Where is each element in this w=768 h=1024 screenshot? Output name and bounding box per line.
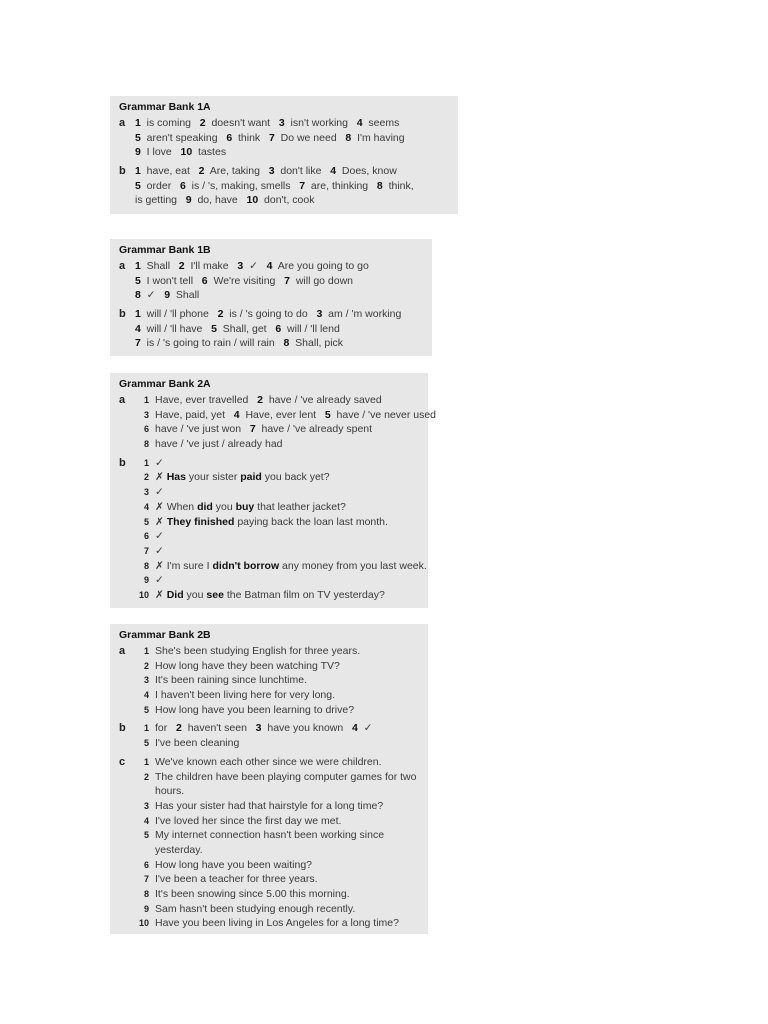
- section-title: Grammar Bank 1B: [119, 244, 211, 256]
- exercise-letter: [119, 544, 135, 559]
- answer-number: [135, 843, 149, 858]
- exercise-letter: [119, 559, 135, 574]
- exercise-letter: [119, 274, 135, 289]
- answer-text: Have, paid, yet 4 Have, ever lent 5 have / 've never used: [155, 408, 437, 421]
- answer-text: I've been a teacher for three years.: [155, 873, 318, 886]
- exercise-letter: [119, 770, 135, 785]
- answer-text: It's been raining since lunchtime.: [155, 674, 308, 687]
- exercise-letter: b: [119, 722, 126, 735]
- answer-number: 9: [143, 575, 149, 586]
- exercise-letter: [119, 422, 135, 437]
- answer-row: [119, 515, 420, 530]
- answer-row: [119, 437, 420, 452]
- answer-number: 8: [143, 560, 149, 571]
- answer-row: [119, 588, 420, 603]
- answer-number: 2: [143, 472, 149, 483]
- answer-row: [119, 179, 450, 194]
- answer-number: 9: [143, 903, 149, 914]
- exercise-letter: [119, 872, 135, 887]
- answer-text: 5 order 6 is / 's, making, smells 7 are, thinking 8 think,: [135, 179, 414, 192]
- answer-text: Have you been living in Los Angeles for a long time?: [155, 917, 399, 930]
- answer-number: 5: [143, 738, 149, 749]
- answer-text: ✗ Did you see the Batman film on TV yesterday?: [155, 588, 385, 601]
- answer-text: I've loved her since the first day we met.: [155, 814, 342, 827]
- answer-number: 10: [138, 918, 149, 929]
- answer-row: [119, 784, 420, 799]
- answer-text: 7 is / 's going to rain / will rain 8 Shall, pick: [135, 337, 344, 350]
- exercise-letter: a: [119, 645, 126, 657]
- exercise-letter: [119, 843, 135, 858]
- exercise-letter: [119, 485, 135, 500]
- answer-text: 1 Shall 2 I'll make 3 ✓ 4 Are you going to go: [135, 260, 369, 272]
- exercise-letter: [119, 887, 135, 902]
- answer-text: ✗ I'm sure I didn't borrow any money from you last week.: [155, 559, 427, 572]
- answer-row: [119, 559, 427, 574]
- answer-text: How long have you been learning to drive?: [155, 703, 355, 716]
- exercise-letter: [119, 336, 135, 351]
- answer-row: [119, 408, 437, 423]
- answer-number: 5: [143, 704, 149, 715]
- answer-number: 1: [143, 756, 149, 767]
- answer-text: It's been snowing since 5.00 this morning.: [155, 888, 350, 900]
- answer-number: 8: [143, 439, 149, 450]
- exercise-letter: [119, 500, 135, 515]
- grammar-bank-2b-box: [110, 624, 428, 934]
- answer-row: [119, 164, 450, 179]
- answer-row: [119, 843, 420, 858]
- answer-row: [119, 393, 420, 408]
- answer-row: [119, 799, 420, 814]
- answer-number: 1: [143, 646, 149, 656]
- exercise-letter: [119, 588, 135, 603]
- exercise-letter: [119, 688, 135, 703]
- answer-row: [119, 274, 424, 289]
- grammar-bank-1b-box: [110, 239, 432, 356]
- answer-text: is getting 9 do, have 10 don't, cook: [135, 194, 315, 207]
- answer-row: [119, 858, 420, 873]
- answer-row: [119, 688, 420, 703]
- answer-number: 1: [143, 457, 149, 468]
- answer-row: [119, 721, 420, 736]
- exercise-letter: b: [119, 456, 126, 469]
- answer-number: 4: [143, 690, 149, 701]
- answer-number: 3: [143, 409, 149, 420]
- answer-text: My internet connection hasn't been working since: [155, 829, 385, 842]
- exercise-letter: [119, 179, 135, 194]
- answer-text: have / 've just won 7 have / 've already spent: [155, 423, 373, 436]
- answer-row: [119, 755, 420, 770]
- answer-row: [119, 703, 420, 718]
- answer-text: I haven't been living here for very long.: [155, 689, 336, 702]
- answer-row: [119, 116, 450, 131]
- answer-number: 3: [143, 800, 149, 811]
- answer-text: yesterday.: [155, 843, 203, 856]
- answer-row: [119, 259, 424, 274]
- answer-row: [119, 659, 420, 674]
- answer-row: [119, 814, 420, 829]
- exercise-letter: [119, 470, 135, 485]
- answer-number: [135, 784, 149, 799]
- answer-row: [119, 644, 420, 659]
- exercise-letter: [119, 515, 135, 530]
- answer-number: 1: [143, 723, 149, 734]
- answer-number: 7: [143, 874, 149, 885]
- answer-text: 9 I love 10 tastes: [135, 146, 227, 159]
- answer-text: ✓: [155, 574, 164, 587]
- answer-text: 1 will / 'll phone 2 is / 's going to do 3 am / 'm working: [135, 308, 402, 321]
- answer-text: 8 ✓ 9 Shall: [135, 289, 200, 302]
- answer-text: hours.: [155, 785, 185, 798]
- answer-row: [119, 193, 450, 208]
- answer-text: Has your sister had that hairstyle for a long time?: [155, 799, 384, 812]
- answer-row: [119, 500, 420, 515]
- answer-text: Sam hasn't been studying enough recently.: [155, 902, 356, 915]
- answer-number: 1: [143, 395, 149, 405]
- section-title: Grammar Bank 1A: [119, 101, 211, 113]
- answer-row: [119, 544, 420, 559]
- answer-row: [119, 288, 424, 303]
- exercise-letter: b: [119, 308, 126, 321]
- answer-number: 6: [143, 859, 149, 870]
- exercise-letter: [119, 902, 135, 917]
- answer-text: ✗ They finished paying back the loan last month.: [155, 515, 388, 528]
- exercise-letter: [119, 736, 135, 751]
- answer-number: 7: [143, 545, 149, 556]
- exercise-letter: [119, 322, 135, 337]
- answer-text: The children have been playing computer games for two: [155, 770, 417, 783]
- answer-row: [119, 322, 424, 337]
- exercise-letter: a: [119, 117, 126, 129]
- answer-row: [119, 422, 420, 437]
- section-title: Grammar Bank 2B: [119, 629, 211, 641]
- answer-text: 4 will / 'll have 5 Shall, get 6 will / 'll lend: [135, 322, 340, 335]
- answer-row: [119, 887, 420, 902]
- answer-number: 4: [143, 815, 149, 826]
- answer-number: 3: [143, 487, 149, 498]
- answer-number: 6: [143, 531, 149, 542]
- exercise-letter: [119, 799, 135, 814]
- answer-row: [119, 902, 420, 917]
- answer-row: [119, 872, 420, 887]
- answer-row: [119, 485, 420, 500]
- answer-text: for 2 haven't seen 3 have you known 4 ✓: [155, 722, 373, 735]
- answer-row: [119, 307, 424, 322]
- answer-text: I've been cleaning: [155, 737, 240, 750]
- answer-row: [119, 145, 450, 160]
- answer-number: 6: [143, 424, 149, 435]
- section-title: Grammar Bank 2A: [119, 378, 211, 390]
- answer-row: [119, 336, 424, 351]
- answer-row: [119, 470, 420, 485]
- answer-number: 10: [138, 589, 149, 600]
- grammar-bank-2a-box: [110, 373, 437, 608]
- answer-text: ✓: [155, 456, 164, 469]
- answer-text: We've known each other since we were children.: [155, 755, 382, 768]
- exercise-letter: [119, 529, 135, 544]
- answer-text: How long have they been watching TV?: [155, 659, 340, 672]
- answer-text: have / 've just / already had: [155, 438, 283, 451]
- answer-number: 3: [143, 675, 149, 686]
- answer-number: 4: [143, 501, 149, 512]
- exercise-letter: [119, 703, 135, 718]
- answer-text: ✗ When did you buy that leather jacket?: [155, 500, 346, 513]
- exercise-letter: a: [119, 260, 126, 272]
- answer-row: [119, 736, 420, 751]
- answer-text: Have, ever travelled 2 have / 've already saved: [155, 394, 382, 406]
- exercise-letter: [119, 573, 135, 588]
- answer-text: ✓: [155, 530, 164, 543]
- answer-text: ✓: [155, 486, 164, 499]
- answer-row: [119, 916, 420, 931]
- exercise-letter: [119, 784, 135, 799]
- answer-text: ✓: [155, 544, 164, 557]
- exercise-letter: [119, 858, 135, 873]
- answer-row: [119, 673, 420, 688]
- exercise-letter: [119, 408, 135, 423]
- grammar-bank-1a-box: [110, 96, 458, 214]
- exercise-letter: [119, 673, 135, 688]
- answer-text: 1 is coming 2 doesn't want 3 isn't working 4 seems: [135, 117, 400, 129]
- answer-row: [119, 828, 420, 843]
- exercise-letter: b: [119, 165, 126, 178]
- answer-row: [119, 573, 420, 588]
- exercise-letter: [119, 437, 135, 452]
- answer-text: How long have you been waiting?: [155, 858, 313, 871]
- exercise-letter: [119, 145, 135, 160]
- exercise-letter: [119, 828, 135, 843]
- answer-number: 2: [143, 660, 149, 671]
- answer-number: 2: [143, 771, 149, 782]
- answer-text: ✗ Has your sister paid you back yet?: [155, 471, 330, 484]
- exercise-letter: [119, 659, 135, 674]
- answer-number: 8: [143, 889, 149, 899]
- exercise-letter: a: [119, 394, 126, 406]
- answer-number: 5: [143, 516, 149, 527]
- answer-text: She's been studying English for three years.: [155, 645, 361, 657]
- answer-row: [119, 456, 420, 471]
- answer-text: 5 I won't tell 6 We're visiting 7 will go down: [135, 274, 354, 287]
- answer-number: 5: [143, 830, 149, 841]
- answer-text: 1 have, eat 2 Are, taking 3 don't like 4 Does, know: [135, 165, 397, 178]
- answer-text: 5 aren't speaking 6 think 7 Do we need 8 I'm having: [135, 131, 405, 144]
- exercise-letter: c: [119, 755, 126, 768]
- answer-row: [119, 770, 420, 785]
- exercise-letter: [119, 288, 135, 303]
- exercise-letter: [119, 814, 135, 829]
- answer-row: [119, 529, 420, 544]
- exercise-letter: [119, 916, 135, 931]
- answer-row: [119, 131, 450, 146]
- exercise-letter: [119, 131, 135, 146]
- exercise-letter: [119, 193, 135, 208]
